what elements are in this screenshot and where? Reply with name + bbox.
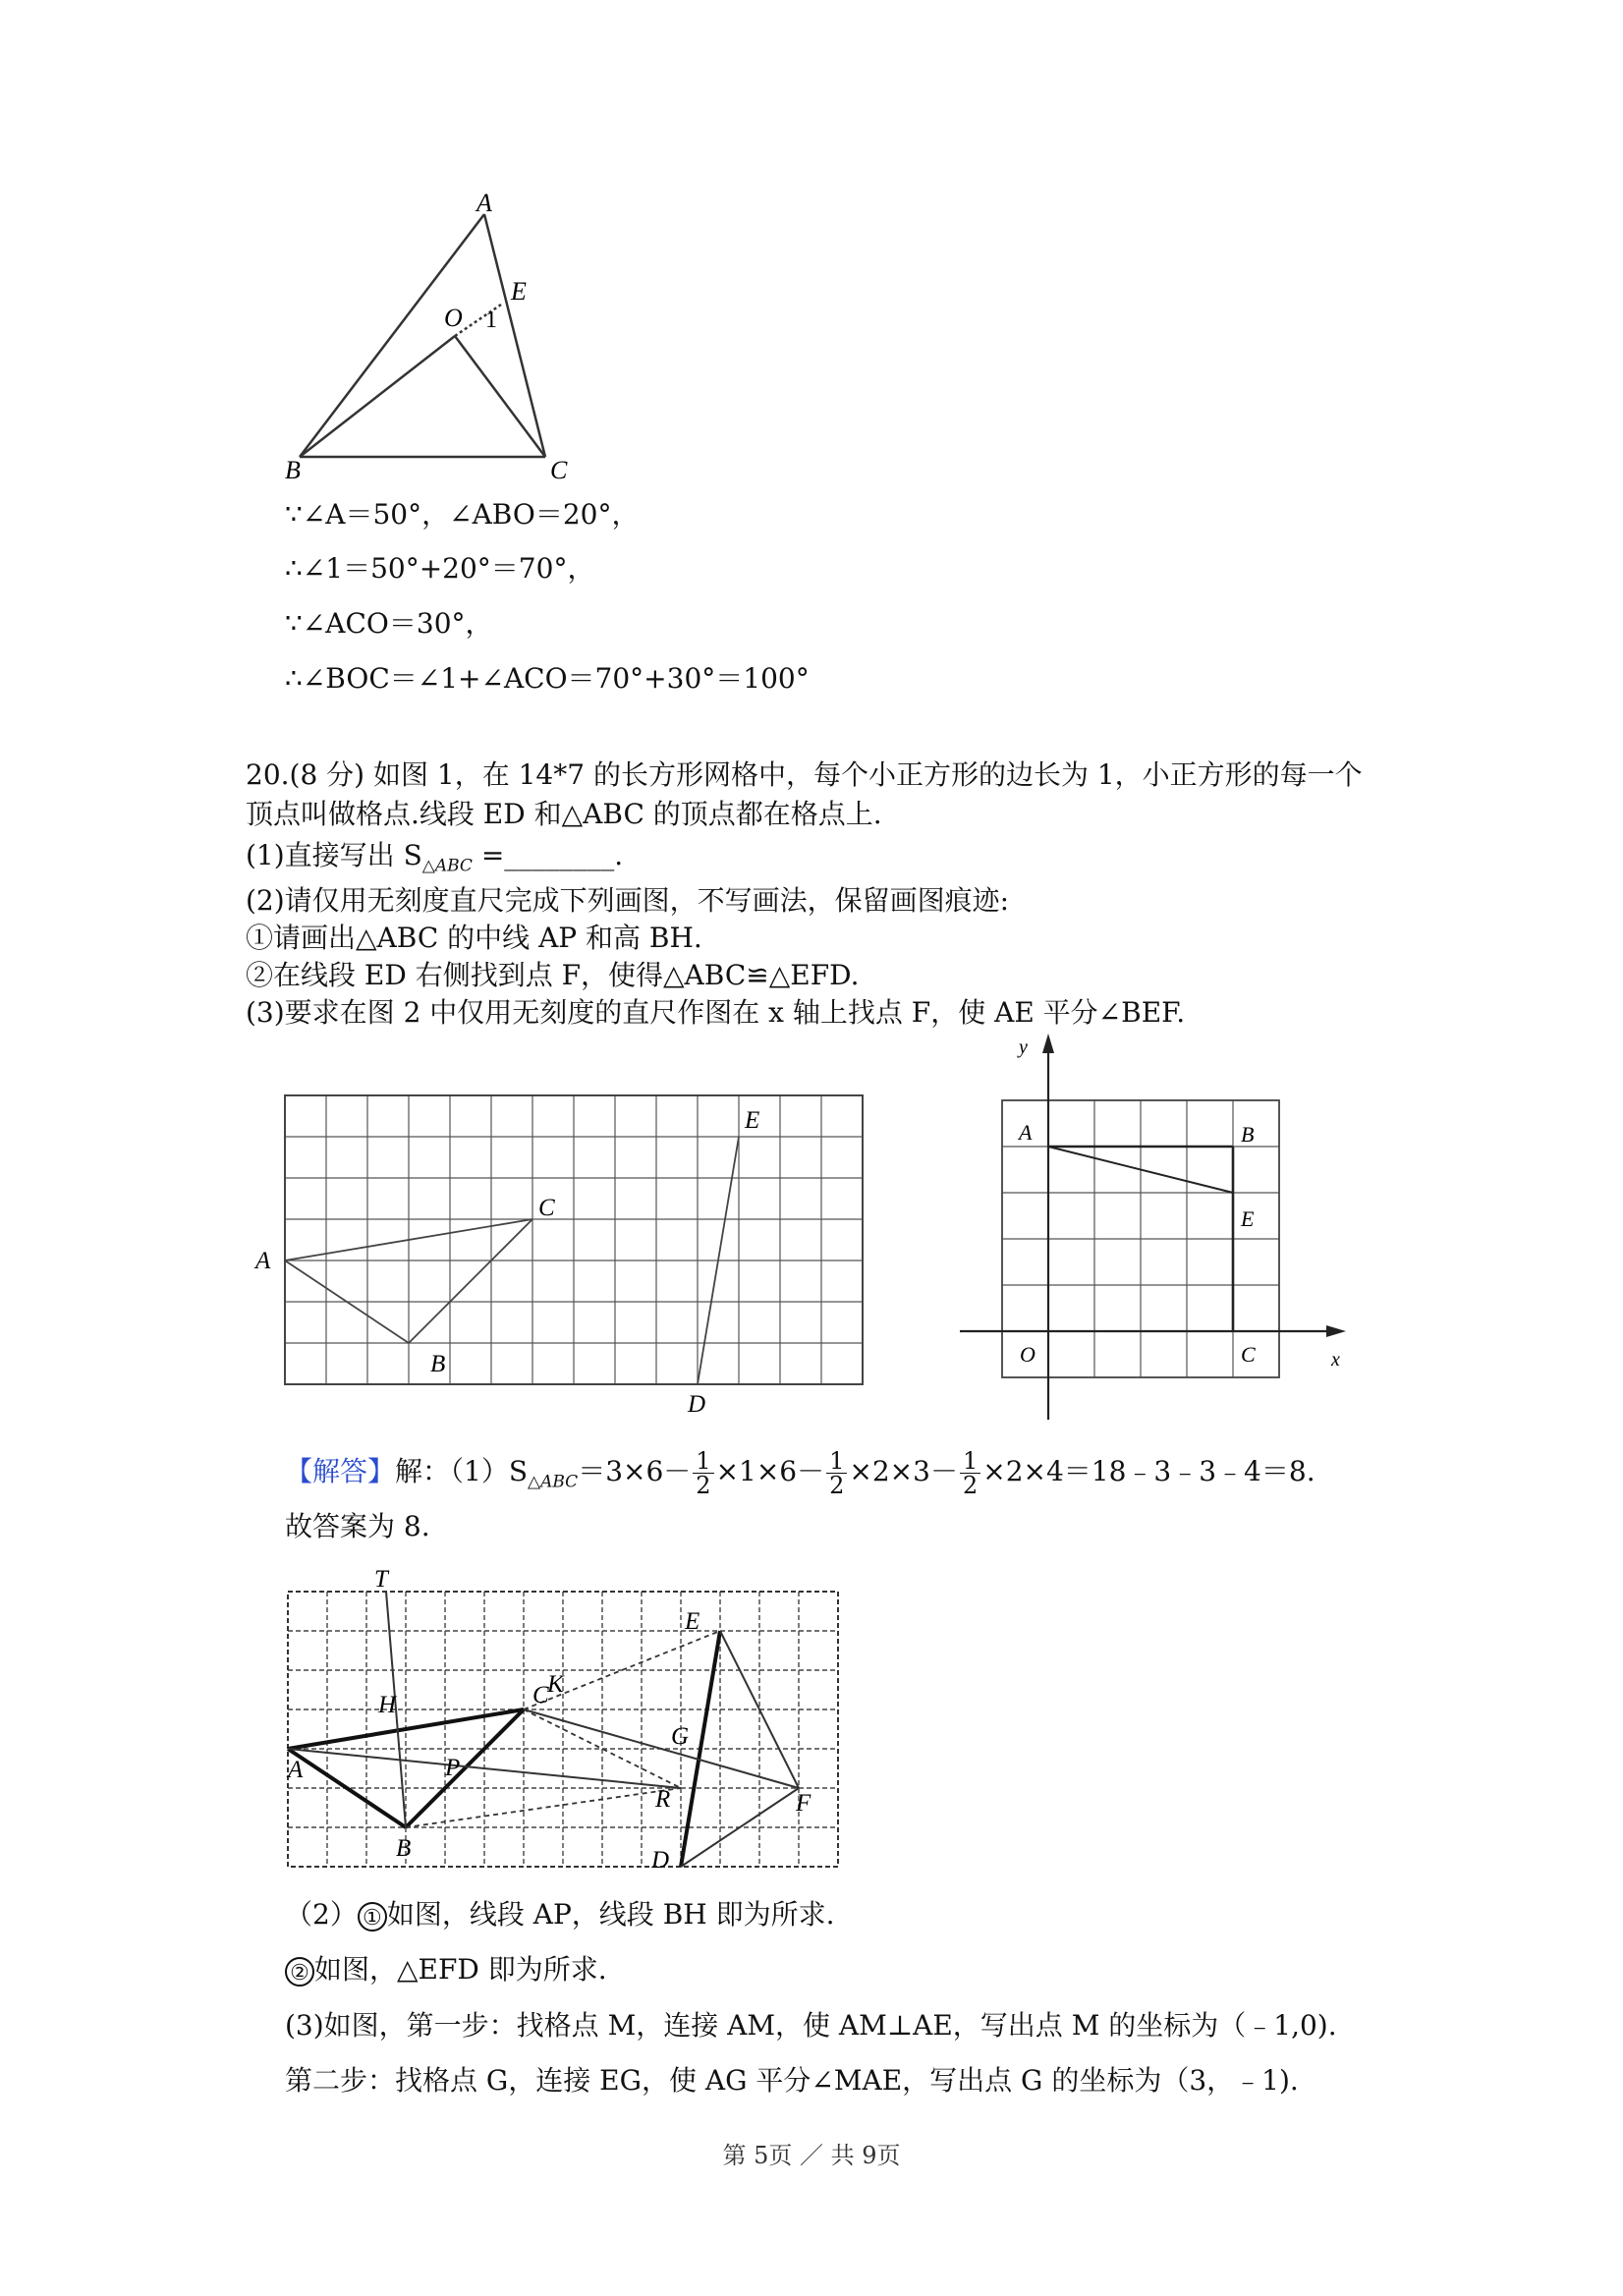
label-a: A bbox=[476, 192, 492, 217]
label-b: B bbox=[396, 1835, 412, 1862]
circled-one: ① bbox=[358, 1902, 387, 1932]
label-d: D bbox=[688, 1391, 706, 1418]
answer-eq1: ＝3×6－ bbox=[578, 1455, 692, 1487]
label-a: A bbox=[255, 1248, 271, 1274]
fraction-numerator: 1 bbox=[826, 1449, 847, 1474]
q20-line-2: 顶点叫做格点.线段 ED 和△ABC 的顶点都在格点上. bbox=[246, 798, 882, 830]
label-e: E bbox=[685, 1608, 700, 1635]
solution-part-3-line-2: 第二步：找格点 G，连接 EG，使 AG 平分∠MAE，写出点 G 的坐标为（3，﹣1). bbox=[285, 2064, 1299, 2097]
label-h: H bbox=[378, 1692, 397, 1718]
grid-lines bbox=[285, 1095, 863, 1384]
q20-line-4: (2)请仅用无刻度直尺完成下列画图，不写画法，保留画图痕迹: bbox=[246, 884, 1010, 917]
answer-conclusion: 故答案为 8. bbox=[285, 1510, 430, 1542]
label-a: A bbox=[1019, 1120, 1033, 1145]
proof-line-1: ∵∠A＝50°，∠ABO＝20°， bbox=[285, 498, 640, 531]
x-axis-arrow bbox=[1326, 1325, 1346, 1337]
fraction-half-2 bbox=[826, 1449, 847, 1497]
label-o: O bbox=[1020, 1342, 1035, 1367]
q20-line-3-prefix: (1)直接写出 S bbox=[246, 839, 422, 871]
label-t: T bbox=[374, 1566, 388, 1593]
proof-line-3: ∵∠ACO＝30°， bbox=[285, 607, 493, 640]
part-2-prefix: （2） bbox=[285, 1898, 358, 1931]
proof-line-2: ∴∠1＝50°+20°＝70°， bbox=[285, 552, 595, 585]
dashed-grid-lines bbox=[288, 1592, 838, 1867]
fraction-numerator: 1 bbox=[693, 1449, 713, 1474]
fraction-half-1 bbox=[693, 1449, 713, 1497]
label-g: G bbox=[671, 1723, 690, 1750]
segment-oc bbox=[455, 336, 545, 457]
q20-line-3-suffix: =________. bbox=[472, 839, 624, 871]
solution-part-2-line-2 bbox=[285, 1951, 607, 1988]
label-c: C bbox=[532, 1682, 549, 1708]
answer-eq4: ×2×4＝18﹣3﹣3﹣4＝8. bbox=[982, 1455, 1315, 1487]
label-e: E bbox=[745, 1107, 760, 1134]
label-b: B bbox=[285, 456, 301, 481]
label-p: P bbox=[445, 1755, 461, 1781]
q20-line-5: ①请画出△ABC 的中线 AP 和高 BH. bbox=[246, 922, 702, 954]
label-a: A bbox=[288, 1757, 304, 1783]
y-axis-arrow bbox=[1042, 1034, 1054, 1053]
q20-line-7: (3)要求在图 2 中仅用无刻度的直尺作图在 x 轴上找点 F，使 AE 平分∠BEF. bbox=[246, 996, 1186, 1029]
label-b: B bbox=[1241, 1122, 1255, 1147]
label-o: O bbox=[444, 304, 463, 332]
q20-line-3-sub: △ABC bbox=[421, 856, 473, 876]
page-footer: 第 5页 ／ 共 9页 bbox=[722, 2142, 901, 2169]
circled-two: ② bbox=[285, 1957, 314, 1987]
figure-2-coordinates bbox=[948, 1032, 1361, 1425]
figure-3-solution bbox=[280, 1557, 850, 1876]
label-c: C bbox=[538, 1195, 555, 1221]
q20-line-3 bbox=[246, 837, 623, 885]
fraction-half-3 bbox=[960, 1449, 980, 1497]
q20-line-6: ②在线段 ED 右侧找到点 F，使得△ABC≌△EFD. bbox=[246, 959, 860, 991]
segment-bc bbox=[409, 1219, 532, 1343]
fraction-denominator: 2 bbox=[696, 1472, 711, 1499]
label-d: D bbox=[651, 1847, 670, 1874]
label-c: C bbox=[1241, 1342, 1256, 1367]
solution-part-3-line-1: (3)如图，第一步：找格点 M，连接 AM，使 AM⊥AE，写出点 M 的坐标为（﹣1,0). bbox=[285, 2009, 1337, 2042]
side-ac bbox=[484, 214, 545, 457]
label-e: E bbox=[1241, 1206, 1255, 1231]
label-1: 1 bbox=[485, 308, 497, 333]
label-x: x bbox=[1331, 1349, 1340, 1371]
label-e: E bbox=[511, 277, 527, 306]
triangle-figure bbox=[275, 192, 589, 481]
answer-eq2: ×1×6－ bbox=[715, 1455, 825, 1487]
label-b: B bbox=[430, 1351, 446, 1377]
label-c: C bbox=[550, 456, 568, 481]
dashed-b-r bbox=[406, 1788, 681, 1827]
fraction-denominator: 2 bbox=[829, 1472, 845, 1499]
answer-line bbox=[285, 1442, 1315, 1501]
q20-line-1: 20.(8 分) 如图 1，在 14*7 的长方形网格中，每个小正方形的边长为 1，小正方形的每一个 bbox=[246, 758, 1363, 791]
answer-sub: △ABC bbox=[528, 1472, 579, 1492]
label-f: F bbox=[796, 1790, 812, 1817]
answer-tag: 【解答】 bbox=[285, 1455, 396, 1487]
proof-line-4: ∴∠BOC＝∠1+∠ACO＝70°+30°＝100° bbox=[285, 662, 810, 695]
label-r: R bbox=[655, 1786, 671, 1813]
fraction-numerator: 1 bbox=[960, 1449, 980, 1474]
label-y: y bbox=[1019, 1036, 1028, 1058]
figure-1-grid bbox=[251, 1086, 884, 1425]
answer-lead: 解：（1）S bbox=[395, 1455, 529, 1487]
label-k: K bbox=[547, 1671, 564, 1698]
grid-lines bbox=[1002, 1100, 1279, 1377]
part-2-text: 如图，线段 AP，线段 BH 即为所求. bbox=[386, 1898, 835, 1931]
answer-eq3: ×2×3－ bbox=[849, 1455, 958, 1487]
solution-part-2-line-1 bbox=[285, 1896, 835, 1933]
part-2b-text: 如图，△EFD 即为所求. bbox=[314, 1953, 607, 1986]
fraction-denominator: 2 bbox=[962, 1472, 979, 1499]
